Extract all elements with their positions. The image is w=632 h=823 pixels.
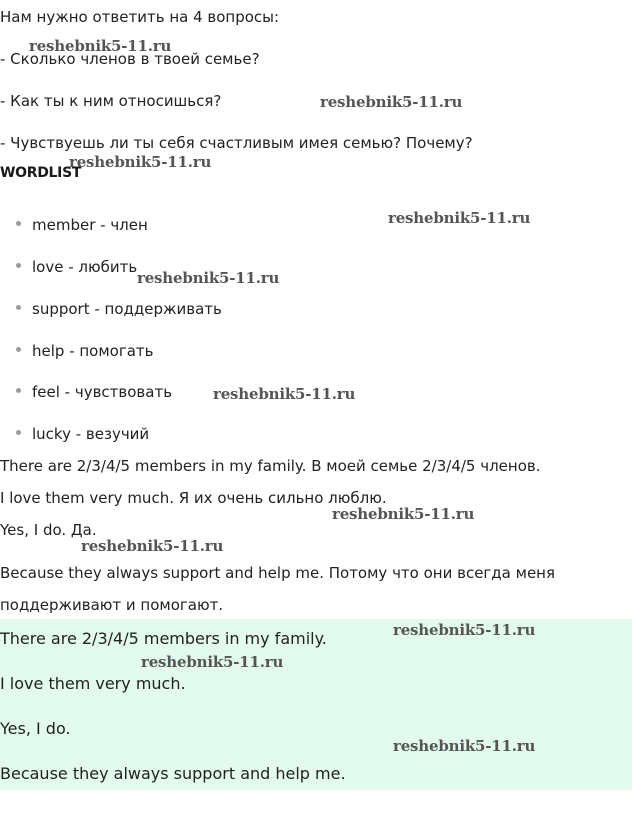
- watermark: reshebnik5-11.ru: [332, 505, 475, 523]
- wordlist-item: [16, 425, 149, 443]
- watermark: reshebnik5-11.ru: [81, 537, 224, 555]
- watermark: reshebnik5-11.ru: [141, 653, 284, 671]
- question-2: - Как ты к ним относишься?: [0, 92, 222, 110]
- watermark: reshebnik5-11.ru: [69, 153, 212, 171]
- watermark: reshebnik5-11.ru: [213, 385, 356, 403]
- english-answer-2: I love them very much.: [0, 674, 186, 693]
- question-1: - Сколько членов в твоей семье?: [0, 50, 260, 68]
- wordlist-item: [16, 342, 154, 360]
- bullet-icon: [16, 388, 21, 393]
- wordlist-item: [16, 216, 148, 234]
- wordlist-heading: WORDLIST: [0, 165, 82, 181]
- wordlist-item: [16, 383, 172, 401]
- english-answer-4: Because they always support and help me.: [0, 764, 346, 783]
- wordlist-item-text: love - любить: [32, 258, 138, 276]
- answer-1: There are 2/3/4/5 members in my family. В моей семье 2/3/4/5 членов.: [0, 457, 541, 475]
- answer-2: I love them very much. Я их очень сильно люблю.: [0, 489, 387, 507]
- wordlist-item-text: support - поддерживать: [32, 300, 222, 318]
- wordlist-item-text: help - помогать: [32, 342, 154, 360]
- wordlist-item-text: member - член: [32, 216, 148, 234]
- wordlist-item-text: feel - чувствовать: [32, 383, 173, 401]
- watermark: reshebnik5-11.ru: [137, 269, 280, 287]
- question-3: - Чувствуешь ли ты себя счастливым имея семью? Почему?: [0, 134, 473, 152]
- intro-text: Нам нужно ответить на 4 вопросы:: [0, 8, 280, 26]
- wordlist-item: [16, 300, 222, 318]
- bullet-icon: [16, 305, 21, 310]
- bullet-icon: [16, 221, 21, 226]
- bullet-icon: [16, 430, 21, 435]
- english-answer-3: Yes, I do.: [0, 719, 71, 738]
- watermark: reshebnik5-11.ru: [388, 209, 531, 227]
- english-answer-1: There are 2/3/4/5 members in my family.: [0, 629, 327, 648]
- watermark: reshebnik5-11.ru: [393, 621, 536, 639]
- watermark: reshebnik5-11.ru: [29, 37, 172, 55]
- answer-4-line-1: Because they always support and help me. Потому что они всегда меня: [0, 564, 556, 582]
- answer-3: Yes, I do. Да.: [0, 521, 97, 539]
- wordlist-item: [16, 258, 137, 276]
- bullet-icon: [16, 263, 21, 268]
- bullet-icon: [16, 347, 21, 352]
- watermark: reshebnik5-11.ru: [320, 93, 463, 111]
- watermark: reshebnik5-11.ru: [393, 737, 536, 755]
- wordlist-item-text: lucky - везучий: [32, 425, 150, 443]
- answer-4-line-2: поддерживают и помогают.: [0, 596, 224, 614]
